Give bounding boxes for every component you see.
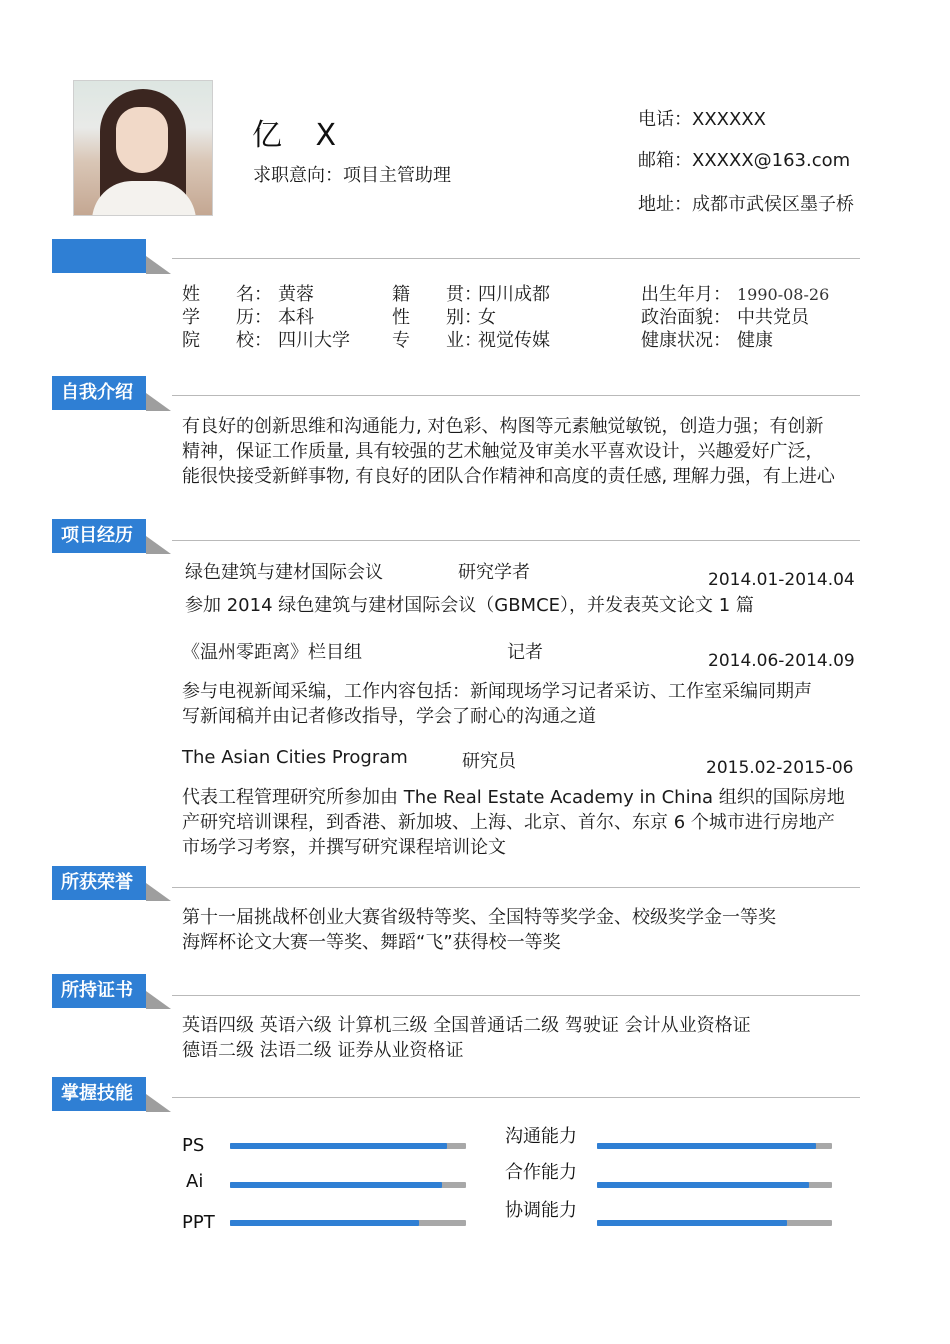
section-tab-fold (146, 256, 171, 274)
section-divider (172, 258, 860, 259)
project-date: 2014.01-2014.04 (708, 570, 855, 590)
section-tab-fold (146, 991, 171, 1009)
project-date: 2014.06-2014.09 (708, 651, 855, 671)
section-tab-fold (146, 1094, 171, 1112)
skill-label: Ai (186, 1171, 204, 1192)
skill-bar-track (597, 1182, 832, 1188)
section-tab-fold (146, 883, 171, 901)
info-major: 专 业：视觉传媒 (392, 330, 550, 351)
skill-bar-track (230, 1143, 466, 1149)
project-desc: 代表工程管理研究所参加由 The Real Estate Academy in China 组织的国际房地 产研究培训课程，到香港、新加坡、上海、北京、首尔、东京 6 个城市进行房地产 市场学习考察，并撰写研究课程培训论文 (182, 787, 845, 858)
section-divider (172, 1097, 860, 1098)
skill-bar-track (230, 1220, 466, 1226)
info-health: 健康状况： 健康 (641, 330, 773, 351)
info-politics: 政治面貌： 中共党员 (641, 307, 809, 328)
project-name: 绿色建筑与建材国际会议 (185, 562, 383, 583)
section-tab-fold (146, 536, 171, 554)
section-tab-intro: 自我介绍 (52, 376, 146, 410)
section-divider (172, 995, 860, 996)
info-gender: 性 别：女 (392, 307, 496, 328)
section-tab-honors: 所获荣誉 (52, 866, 146, 900)
section-tab-fold (146, 393, 171, 411)
skill-label: PS (182, 1135, 205, 1156)
project-role: 研究学者 (458, 562, 530, 583)
skill-label: 协调能力 (505, 1200, 577, 1221)
skill-label: PPT (182, 1212, 215, 1233)
section-divider (172, 395, 860, 396)
skill-bar-fill (230, 1220, 419, 1226)
profile-photo (73, 80, 213, 216)
skill-bar-track (597, 1143, 832, 1149)
skill-label: 合作能力 (505, 1162, 577, 1183)
project-name: 《温州零距离》栏目组 (182, 642, 362, 663)
skill-bar-track (230, 1182, 466, 1188)
intro-text: 有良好的创新思维和沟通能力, 对色彩、构图等元素触觉敏锐，创造力强；有创新 精神，保证工作质量, 具有较强的艺术触觉及审美水平喜欢设计，兴趣爱好广泛， 能很快接受新鲜事物, 有良好的团队合作精神和高度的责任感, 理解力强，有上进心 (182, 416, 835, 487)
section-tab-basic (52, 239, 146, 273)
honors-text: 第十一届挑战杯创业大赛省级特等奖、全国特等奖学金、校级奖学金一等奖 海辉杯论文大赛一等奖、舞蹈“飞”获得校一等奖 (182, 907, 776, 953)
project-role: 研究员 (462, 751, 516, 772)
skill-bar-fill (597, 1220, 787, 1226)
candidate-name: 亿 X (252, 118, 349, 153)
skill-label: 沟通能力 (505, 1126, 577, 1147)
section-tab-projects: 项目经历 (52, 519, 146, 553)
info-birth: 出生年月： 1990-08-26 (641, 284, 830, 305)
skill-bar-fill (597, 1143, 816, 1149)
skill-bar-fill (597, 1182, 809, 1188)
info-origin: 籍 贯：四川成都 (392, 284, 550, 305)
info-education: 学 历： 本科 (182, 307, 314, 328)
contact-phone: 电话：XXXXXX (638, 109, 766, 130)
contact-email: 邮箱：XXXXX@163.com (638, 150, 851, 171)
project-name: The Asian Cities Program (182, 747, 408, 768)
skill-bar-track (597, 1220, 832, 1226)
job-intent: 求职意向：项目主管助理 (253, 165, 451, 186)
project-desc: 参加 2014 绿色建筑与建材国际会议（GBMCE），并发表英文论文 1 篇 (185, 595, 754, 616)
section-tab-skills: 掌握技能 (52, 1077, 146, 1111)
section-divider (172, 540, 860, 541)
section-divider (172, 887, 860, 888)
section-tab-certs: 所持证书 (52, 974, 146, 1008)
contact-address: 地址：成都市武侯区墨子桥 (638, 194, 854, 215)
info-school: 院 校： 四川大学 (182, 330, 350, 351)
skill-bar-fill (230, 1143, 447, 1149)
info-name: 姓 名： 黄蓉 (182, 284, 314, 305)
project-date: 2015.02-2015-06 (706, 758, 854, 778)
certs-text: 英语四级 英语六级 计算机三级 全国普通话二级 驾驶证 会计从业资格证 德语二级 法语二级 证券从业资格证 (182, 1015, 751, 1061)
skill-bar-fill (230, 1182, 442, 1188)
project-role: 记者 (507, 642, 543, 663)
project-desc: 参与电视新闻采编，工作内容包括：新闻现场学习记者采访、工作室采编同期声 写新闻稿并由记者修改指导，学会了耐心的沟通之道 (182, 681, 812, 727)
